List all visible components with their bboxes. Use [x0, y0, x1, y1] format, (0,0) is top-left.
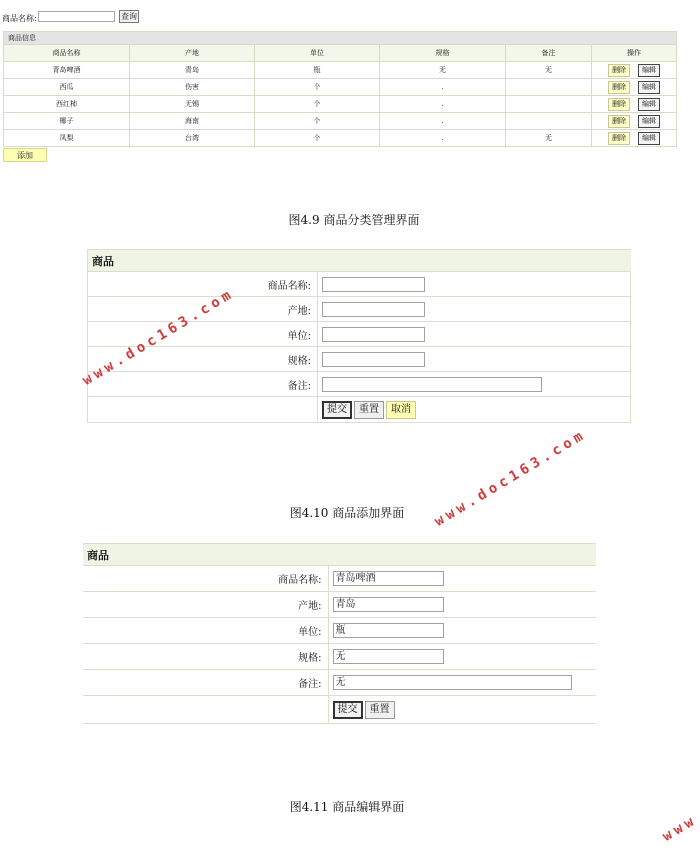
- cell-note: [506, 79, 592, 96]
- reset-button[interactable]: 重置: [365, 701, 395, 719]
- search-label: 商品名称:: [2, 14, 37, 23]
- delete-button[interactable]: 删除: [608, 115, 630, 128]
- reset-button[interactable]: 重置: [354, 401, 384, 419]
- table-row: [4, 113, 677, 130]
- unit-input[interactable]: [322, 327, 425, 342]
- table-row: [4, 130, 677, 147]
- form-title: 商品: [88, 250, 631, 272]
- delete-button[interactable]: 删除: [608, 98, 630, 111]
- cell-name: 凤梨: [4, 130, 130, 147]
- cell-origin: 无锡: [130, 96, 255, 113]
- field-label: 产地:: [88, 297, 318, 322]
- cell-spec: .: [380, 79, 506, 96]
- cell-note: [506, 113, 592, 130]
- cancel-button[interactable]: 取消: [386, 401, 416, 419]
- origin-input[interactable]: [322, 302, 425, 317]
- figure-caption-4-11: 图4.11 商品编辑界面: [289, 800, 405, 814]
- field-label: 单位:: [88, 322, 318, 347]
- name-input[interactable]: [322, 277, 425, 292]
- search-input[interactable]: [38, 11, 115, 22]
- watermark: www.doc163.com: [431, 426, 590, 530]
- field-label: 商品名称:: [88, 272, 318, 297]
- figure-caption-4-9: 图4.9 商品分类管理界面: [288, 213, 420, 227]
- cell-origin: 青岛: [130, 62, 255, 79]
- spec-input[interactable]: 无: [333, 649, 444, 664]
- cell-note: 无: [506, 130, 592, 147]
- product-list-table: [3, 31, 677, 147]
- cell-unit: 个: [255, 79, 380, 96]
- name-input[interactable]: 青岛啤酒: [333, 571, 444, 586]
- field-label: 备注:: [88, 372, 318, 397]
- column-header: 产地: [130, 45, 255, 62]
- cell-name: 椰子: [4, 113, 130, 130]
- cell-actions: [592, 62, 677, 79]
- table-caption: 商品信息: [4, 32, 677, 45]
- watermark: www.doc163.com: [79, 285, 238, 389]
- table-row: [4, 96, 677, 113]
- note-input[interactable]: [322, 377, 542, 392]
- delete-button[interactable]: 删除: [608, 132, 630, 145]
- delete-button[interactable]: 删除: [608, 81, 630, 94]
- column-header: 操作: [592, 45, 677, 62]
- figure-caption-4-10: 图4.10 商品添加界面: [289, 506, 405, 520]
- spec-input[interactable]: [322, 352, 425, 367]
- cell-note: [506, 96, 592, 113]
- cell-actions: [592, 113, 677, 130]
- cell-unit: 个: [255, 96, 380, 113]
- query-button[interactable]: 查询: [121, 12, 137, 21]
- submit-button[interactable]: 提交: [322, 401, 352, 419]
- column-header: 规格: [380, 45, 506, 62]
- field-label: 规格:: [88, 347, 318, 372]
- origin-input[interactable]: 青岛: [333, 597, 444, 612]
- column-header: 单位: [255, 45, 380, 62]
- table-row: [4, 62, 677, 79]
- cell-origin: 海南: [130, 113, 255, 130]
- cell-spec: 无: [380, 62, 506, 79]
- cell-unit: 个: [255, 113, 380, 130]
- cell-note: 无: [506, 62, 592, 79]
- add-button[interactable]: 添加: [3, 148, 47, 162]
- cell-spec: .: [380, 130, 506, 147]
- watermark-fragment: www: [659, 811, 700, 845]
- table-row: [4, 79, 677, 96]
- field-label: 规格:: [83, 644, 328, 670]
- column-header: 商品名称: [4, 45, 130, 62]
- field-label: 产地:: [83, 592, 328, 618]
- field-label: 商品名称:: [83, 566, 328, 592]
- edit-button[interactable]: 编辑: [638, 64, 660, 77]
- cell-name: 青岛啤酒: [4, 62, 130, 79]
- cell-unit: 个: [255, 130, 380, 147]
- cell-actions: [592, 96, 677, 113]
- cell-spec: .: [380, 113, 506, 130]
- edit-form: [83, 543, 596, 724]
- cell-name: 西瓜: [4, 79, 130, 96]
- note-input[interactable]: 无: [333, 675, 572, 690]
- column-header: 备注: [506, 45, 592, 62]
- cell-spec: .: [380, 96, 506, 113]
- cell-name: 西红柿: [4, 96, 130, 113]
- edit-button[interactable]: 编辑: [638, 98, 660, 111]
- field-label: 备注:: [83, 670, 328, 696]
- submit-button[interactable]: 提交: [333, 701, 363, 719]
- cell-origin: 台湾: [130, 130, 255, 147]
- field-label: 单位:: [83, 618, 328, 644]
- delete-button[interactable]: 删除: [608, 64, 630, 77]
- edit-button[interactable]: 编辑: [638, 132, 660, 145]
- cell-origin: 伤害: [130, 79, 255, 96]
- edit-button[interactable]: 编辑: [638, 115, 660, 128]
- cell-actions: [592, 130, 677, 147]
- edit-button[interactable]: 编辑: [638, 81, 660, 94]
- cell-actions: [592, 79, 677, 96]
- cell-unit: 瓶: [255, 62, 380, 79]
- unit-input[interactable]: 瓶: [333, 623, 444, 638]
- form-title: 商品: [83, 544, 596, 566]
